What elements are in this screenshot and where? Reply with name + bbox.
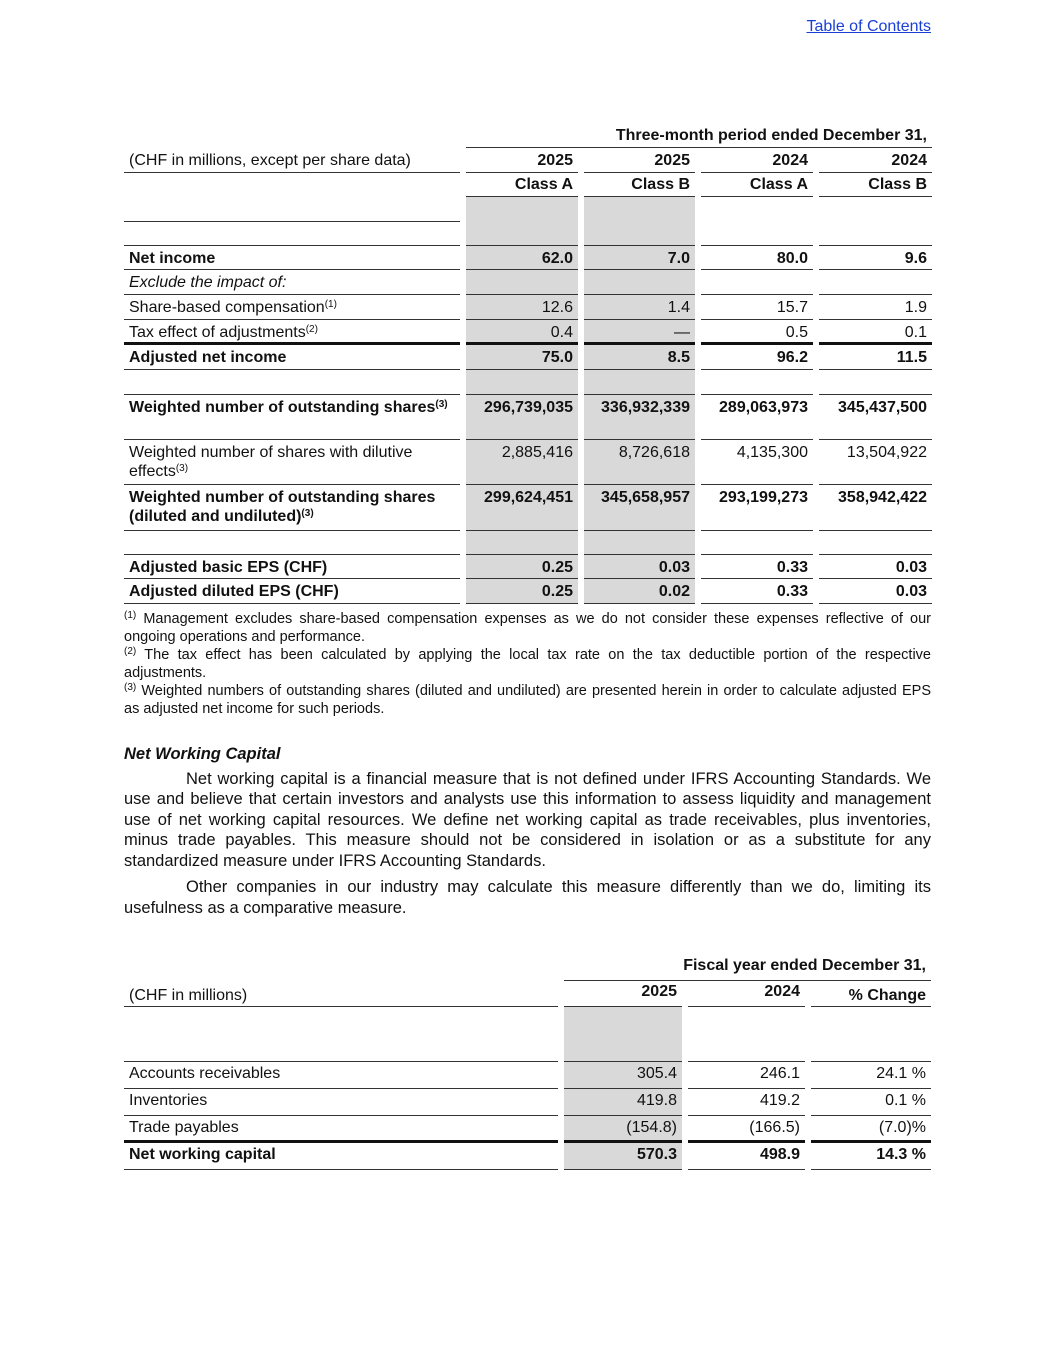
value-cell: 8.5 bbox=[584, 345, 695, 370]
row-label: Inventories bbox=[124, 1089, 558, 1116]
value-cell: 0.03 bbox=[819, 579, 932, 604]
value-cell: 1.9 bbox=[819, 295, 932, 320]
class-header: Class B bbox=[819, 173, 932, 197]
spacer-row bbox=[124, 370, 932, 395]
value-cell: 11.5 bbox=[819, 345, 932, 370]
value-cell: 1.4 bbox=[584, 295, 695, 320]
footnotes bbox=[124, 610, 931, 718]
period-header: Three-month period ended December 31, bbox=[466, 124, 932, 148]
value-cell: 0.25 bbox=[466, 555, 578, 579]
row-label bbox=[124, 485, 460, 531]
footnote-ref: (3) bbox=[175, 463, 189, 474]
row-label bbox=[124, 579, 460, 604]
row-label bbox=[124, 270, 460, 295]
value-cell: 419.2 bbox=[688, 1089, 805, 1116]
year-row bbox=[124, 148, 932, 173]
row-label: Net working capital bbox=[124, 1143, 558, 1170]
table-row bbox=[124, 485, 932, 531]
value-cell: 7.0 bbox=[584, 246, 695, 270]
net-working-capital-section bbox=[124, 744, 931, 924]
table-row bbox=[124, 246, 932, 270]
table-row bbox=[124, 295, 932, 320]
row-label bbox=[124, 246, 460, 270]
footnote-text: Weighted numbers of outstanding shares (diluted and undiluted) are presented herein in order to calculate adjusted EPS as adjusted net income for such periods. bbox=[124, 683, 931, 717]
class-header: Class A bbox=[466, 173, 578, 197]
year-header: 2024 bbox=[819, 148, 932, 173]
value-cell: (7.0)% bbox=[811, 1116, 931, 1143]
row-label-text: Share-based compensation bbox=[129, 299, 325, 316]
value-cell: 15.7 bbox=[701, 295, 813, 320]
footnote-mark: (1) bbox=[124, 610, 137, 621]
year-header: 2024 bbox=[701, 148, 813, 173]
row-label bbox=[124, 345, 460, 370]
table-row bbox=[124, 1116, 931, 1143]
value-cell: 0.02 bbox=[584, 579, 695, 604]
value-cell: 299,624,451 bbox=[466, 485, 578, 531]
value-cell: 0.03 bbox=[584, 555, 695, 579]
value-cell: 0.4 bbox=[466, 320, 578, 345]
class-row bbox=[124, 173, 932, 197]
row-label bbox=[124, 555, 460, 579]
footnote bbox=[124, 610, 931, 646]
column-header: % Change bbox=[811, 981, 931, 1007]
table-row bbox=[124, 579, 932, 604]
footnote bbox=[124, 682, 931, 718]
footnote-text: Management excludes share-based compensation expenses as we do not consider these expenses reflective of our ongoing operations and performance. bbox=[124, 611, 931, 645]
row-label bbox=[124, 320, 460, 345]
table-row bbox=[124, 320, 932, 345]
row-label: Accounts receivables bbox=[124, 1062, 558, 1089]
table-row bbox=[124, 270, 932, 295]
column-header: 2024 bbox=[688, 981, 805, 1007]
spacer-row bbox=[124, 222, 932, 246]
value-cell: 498.9 bbox=[688, 1143, 805, 1170]
value-cell: 293,199,273 bbox=[701, 485, 813, 531]
table-row bbox=[124, 1143, 931, 1170]
row-label-text: Tax effect of adjustments bbox=[129, 324, 306, 341]
value-cell: 0.33 bbox=[701, 579, 813, 604]
value-cell bbox=[819, 270, 932, 295]
table-row bbox=[124, 555, 932, 579]
unit-label: (CHF in millions) bbox=[124, 981, 558, 1007]
table-row bbox=[124, 345, 932, 370]
value-cell: 419.8 bbox=[564, 1089, 682, 1116]
value-cell: 289,063,973 bbox=[701, 395, 813, 440]
row-label-text: Weighted number of shares with dilutive effects bbox=[129, 444, 413, 480]
value-cell: 246.1 bbox=[688, 1062, 805, 1089]
value-cell: 296,739,035 bbox=[466, 395, 578, 440]
spacer-row bbox=[124, 1007, 931, 1062]
footnote-ref: (2) bbox=[305, 324, 318, 335]
footnote-ref: (3) bbox=[435, 399, 448, 410]
value-cell: 24.1 % bbox=[811, 1062, 931, 1089]
row-label bbox=[124, 295, 460, 320]
value-cell: 9.6 bbox=[819, 246, 932, 270]
net-working-capital-table bbox=[118, 954, 937, 1170]
table-row bbox=[124, 1062, 931, 1089]
column-header: 2025 bbox=[564, 981, 682, 1007]
value-cell: (166.5) bbox=[688, 1116, 805, 1143]
row-label: Trade payables bbox=[124, 1116, 558, 1143]
class-header: Class A bbox=[701, 173, 813, 197]
footnote-mark: (3) bbox=[124, 682, 137, 693]
table-row bbox=[124, 1089, 931, 1116]
value-cell bbox=[701, 270, 813, 295]
year-header: 2025 bbox=[466, 148, 578, 173]
table-row bbox=[124, 395, 932, 440]
period-header-row bbox=[124, 954, 931, 981]
paragraph: Net working capital is a financial measure that is not defined under IFRS Accounting Standards. We use and believe that certain investors and analysts use this information to assess liquidity and management use of net working capital resources. We define net working capital as trade receivables, plus inventories, minus trade payables. This measure should not be considered in isolation or as a substitute for any standardized measure under IFRS Accounting Standards. bbox=[124, 769, 931, 870]
footnote-ref: (1) bbox=[324, 299, 337, 310]
value-cell: 0.03 bbox=[819, 555, 932, 579]
row-label-text: Weighted number of outstanding shares (diluted and undiluted) bbox=[129, 489, 436, 525]
spacer-row bbox=[124, 531, 932, 555]
row-label bbox=[124, 395, 460, 440]
row-label-text: Adjusted diluted EPS (CHF) bbox=[129, 583, 339, 600]
adjusted-eps-table bbox=[118, 124, 938, 604]
value-cell: 0.1 bbox=[819, 320, 932, 345]
value-cell: 358,942,422 bbox=[819, 485, 932, 531]
value-cell: 345,658,957 bbox=[584, 485, 695, 531]
value-cell bbox=[584, 270, 695, 295]
column-header-row bbox=[124, 981, 931, 1007]
spacer-row bbox=[124, 197, 932, 222]
value-cell: 345,437,500 bbox=[819, 395, 932, 440]
period-header-row bbox=[124, 124, 932, 148]
footnote-text: The tax effect has been calculated by applying the local tax rate on the tax deductible portion of the respective adjustments. bbox=[124, 647, 931, 681]
value-cell: 0.33 bbox=[701, 555, 813, 579]
value-cell: 0.5 bbox=[701, 320, 813, 345]
value-cell: 14.3 % bbox=[811, 1143, 931, 1170]
value-cell bbox=[466, 270, 578, 295]
unit-label: (CHF in millions, except per share data) bbox=[124, 148, 460, 173]
year-header: 2025 bbox=[584, 148, 695, 173]
value-cell: — bbox=[584, 320, 695, 345]
value-cell: 4,135,300 bbox=[701, 440, 813, 485]
value-cell: (154.8) bbox=[564, 1116, 682, 1143]
value-cell: 12.6 bbox=[466, 295, 578, 320]
row-label-text: Net income bbox=[129, 250, 216, 267]
footnote-mark: (2) bbox=[124, 646, 137, 657]
footnote-ref: (3) bbox=[301, 508, 314, 519]
section-title: Net Working Capital bbox=[124, 745, 281, 763]
value-cell: 305.4 bbox=[564, 1062, 682, 1089]
paragraph: Other companies in our industry may calculate this measure differently than we do, limiting its usefulness as a comparative measure. bbox=[124, 878, 931, 917]
value-cell: 13,504,922 bbox=[819, 440, 932, 485]
class-header: Class B bbox=[584, 173, 695, 197]
value-cell: 0.1 % bbox=[811, 1089, 931, 1116]
table-of-contents-link[interactable]: Table of Contents bbox=[806, 18, 931, 35]
value-cell: 2,885,416 bbox=[466, 440, 578, 485]
value-cell: 75.0 bbox=[466, 345, 578, 370]
row-label-text: Exclude the impact of: bbox=[129, 274, 287, 291]
row-label-text: Adjusted net income bbox=[129, 349, 287, 366]
row-label bbox=[124, 440, 460, 485]
row-label-text: Weighted number of outstanding shares bbox=[129, 399, 436, 416]
period-header: Fiscal year ended December 31, bbox=[564, 954, 931, 981]
value-cell: 336,932,339 bbox=[584, 395, 695, 440]
row-label-text: Adjusted basic EPS (CHF) bbox=[129, 559, 328, 576]
value-cell: 80.0 bbox=[701, 246, 813, 270]
footnote bbox=[124, 646, 931, 682]
value-cell: 570.3 bbox=[564, 1143, 682, 1170]
value-cell: 96.2 bbox=[701, 345, 813, 370]
value-cell: 8,726,618 bbox=[584, 440, 695, 485]
value-cell: 62.0 bbox=[466, 246, 578, 270]
table-row bbox=[124, 440, 932, 485]
value-cell: 0.25 bbox=[466, 579, 578, 604]
